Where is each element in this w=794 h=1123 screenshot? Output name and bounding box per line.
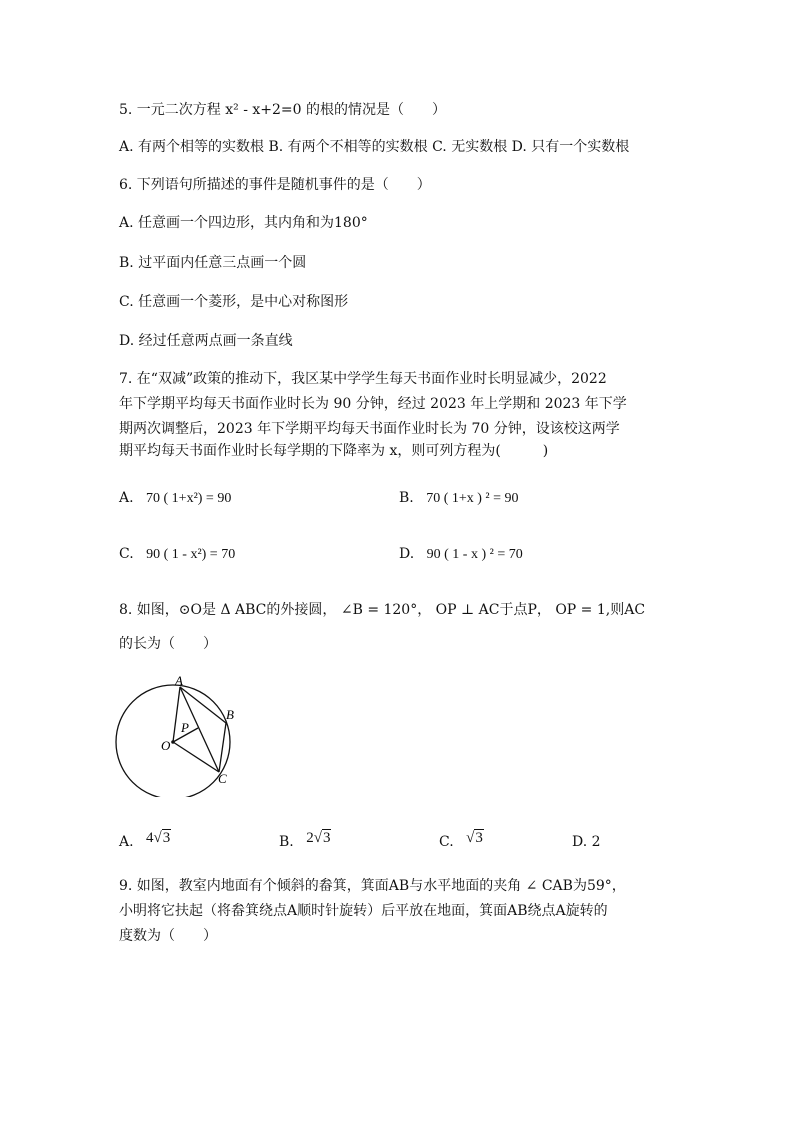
q6-option-b: B. 过平面内任意三点画一个圆 (119, 255, 307, 271)
segment-ab (180, 687, 226, 723)
label-a: A (175, 673, 183, 688)
q7-option-b-expr: 70 ( 1+x ) ² = 90 (426, 491, 519, 506)
label-o: O (161, 738, 171, 753)
q8-option-c-radicand: 3 (475, 830, 483, 846)
q7-line-2: 年下学期平均每天书面作业时长为 90 分钟，经过 2023 年上学期和 2023 年下学 (119, 396, 627, 412)
q6-option-a: A. 任意画一个四边形，其内角和为180° (119, 215, 368, 231)
q5-options: A. 有两个相等的实数根 B. 有两个不相等的实数根 C. 无实数根 D. 只有一个实数根 (119, 139, 630, 155)
label-c: C (218, 771, 227, 786)
q7-option-c-label: C. (119, 546, 134, 562)
q7-option-a-label: A. (119, 490, 134, 506)
q7-option-c (119, 544, 235, 565)
label-p: P (181, 720, 189, 735)
label-b: B (226, 707, 234, 722)
q7-line-1: 7. 在“双减”政策的推动下，我区某中学学生每天书面作业时长明显减少，2022 (119, 371, 607, 387)
q8-option-a (119, 832, 171, 852)
q7-option-a (119, 488, 231, 509)
q7-option-d (399, 544, 523, 565)
q8-option-b (279, 832, 331, 852)
q8-option-c-expr: √3 (466, 830, 483, 846)
q7-option-d-label: D. (399, 546, 415, 562)
q8-option-b-radicand: 3 (322, 830, 331, 846)
q7-option-d-expr: 90 ( 1 - x ) ² = 70 (426, 547, 523, 562)
point-o (171, 740, 175, 744)
q8-line-2: 的长为（ ） (119, 636, 217, 652)
q8-option-b-expr: 2√3 (306, 830, 331, 846)
q9-line-1: 9. 如图，教室内地面有个倾斜的畚箕，箕面AB与水平地面的夹角 ∠ CAB为59°， (119, 878, 626, 894)
q6-option-c: C. 任意画一个菱形，是中心对称图形 (119, 294, 349, 310)
q9-line-3: 度数为（ ） (119, 928, 217, 944)
q8-option-a-expr: 4√3 (146, 830, 171, 846)
q7-option-b-label: B. (399, 490, 414, 506)
q8-option-c (439, 832, 484, 852)
q6-option-d: D. 经过任意两点画一条直线 (119, 333, 293, 349)
q8-option-a-radicand: 3 (162, 830, 171, 846)
q5-stem: 5. 一元二次方程 x² - x+2=0 的根的情况是（ ） (119, 102, 447, 118)
q7-option-b (399, 488, 519, 509)
q8-option-b-coef: 2 (306, 830, 314, 846)
q8-option-b-label: B. (279, 834, 294, 850)
q8-figure (115, 672, 255, 797)
q8-option-a-label: A. (119, 834, 134, 850)
q7-line-4: 期平均每天书面作业时长每学期的下降率为 x，则可列方程为( ) (119, 443, 549, 459)
q8-line-1: 8. 如图，⊙O是 Δ ABC的外接圆， ∠B = 120°， OP ⊥ AC于点P， OP = 1,则AC (119, 602, 646, 618)
q7-option-a-expr: 70 ( 1+x²) = 90 (146, 491, 232, 506)
q9-line-2: 小明将它扶起（将畚箕绕点A顺时针旋转）后平放在地面，箕面AB绕点A旋转的 (119, 903, 608, 919)
q8-option-c-label: C. (439, 834, 454, 850)
q8-option-a-coef: 4 (146, 830, 154, 846)
segment-oa (173, 687, 180, 742)
q6-stem: 6. 下列语句所描述的事件是随机事件的是（ ） (119, 177, 431, 193)
q8-option-d: D. 2 (572, 834, 601, 850)
q7-option-c-expr: 90 ( 1 - x²) = 70 (146, 547, 236, 562)
q7-line-3: 期两次调整后，2023 年下学期平均每天书面作业时长为 70 分钟，设该校这两学 (119, 421, 620, 437)
